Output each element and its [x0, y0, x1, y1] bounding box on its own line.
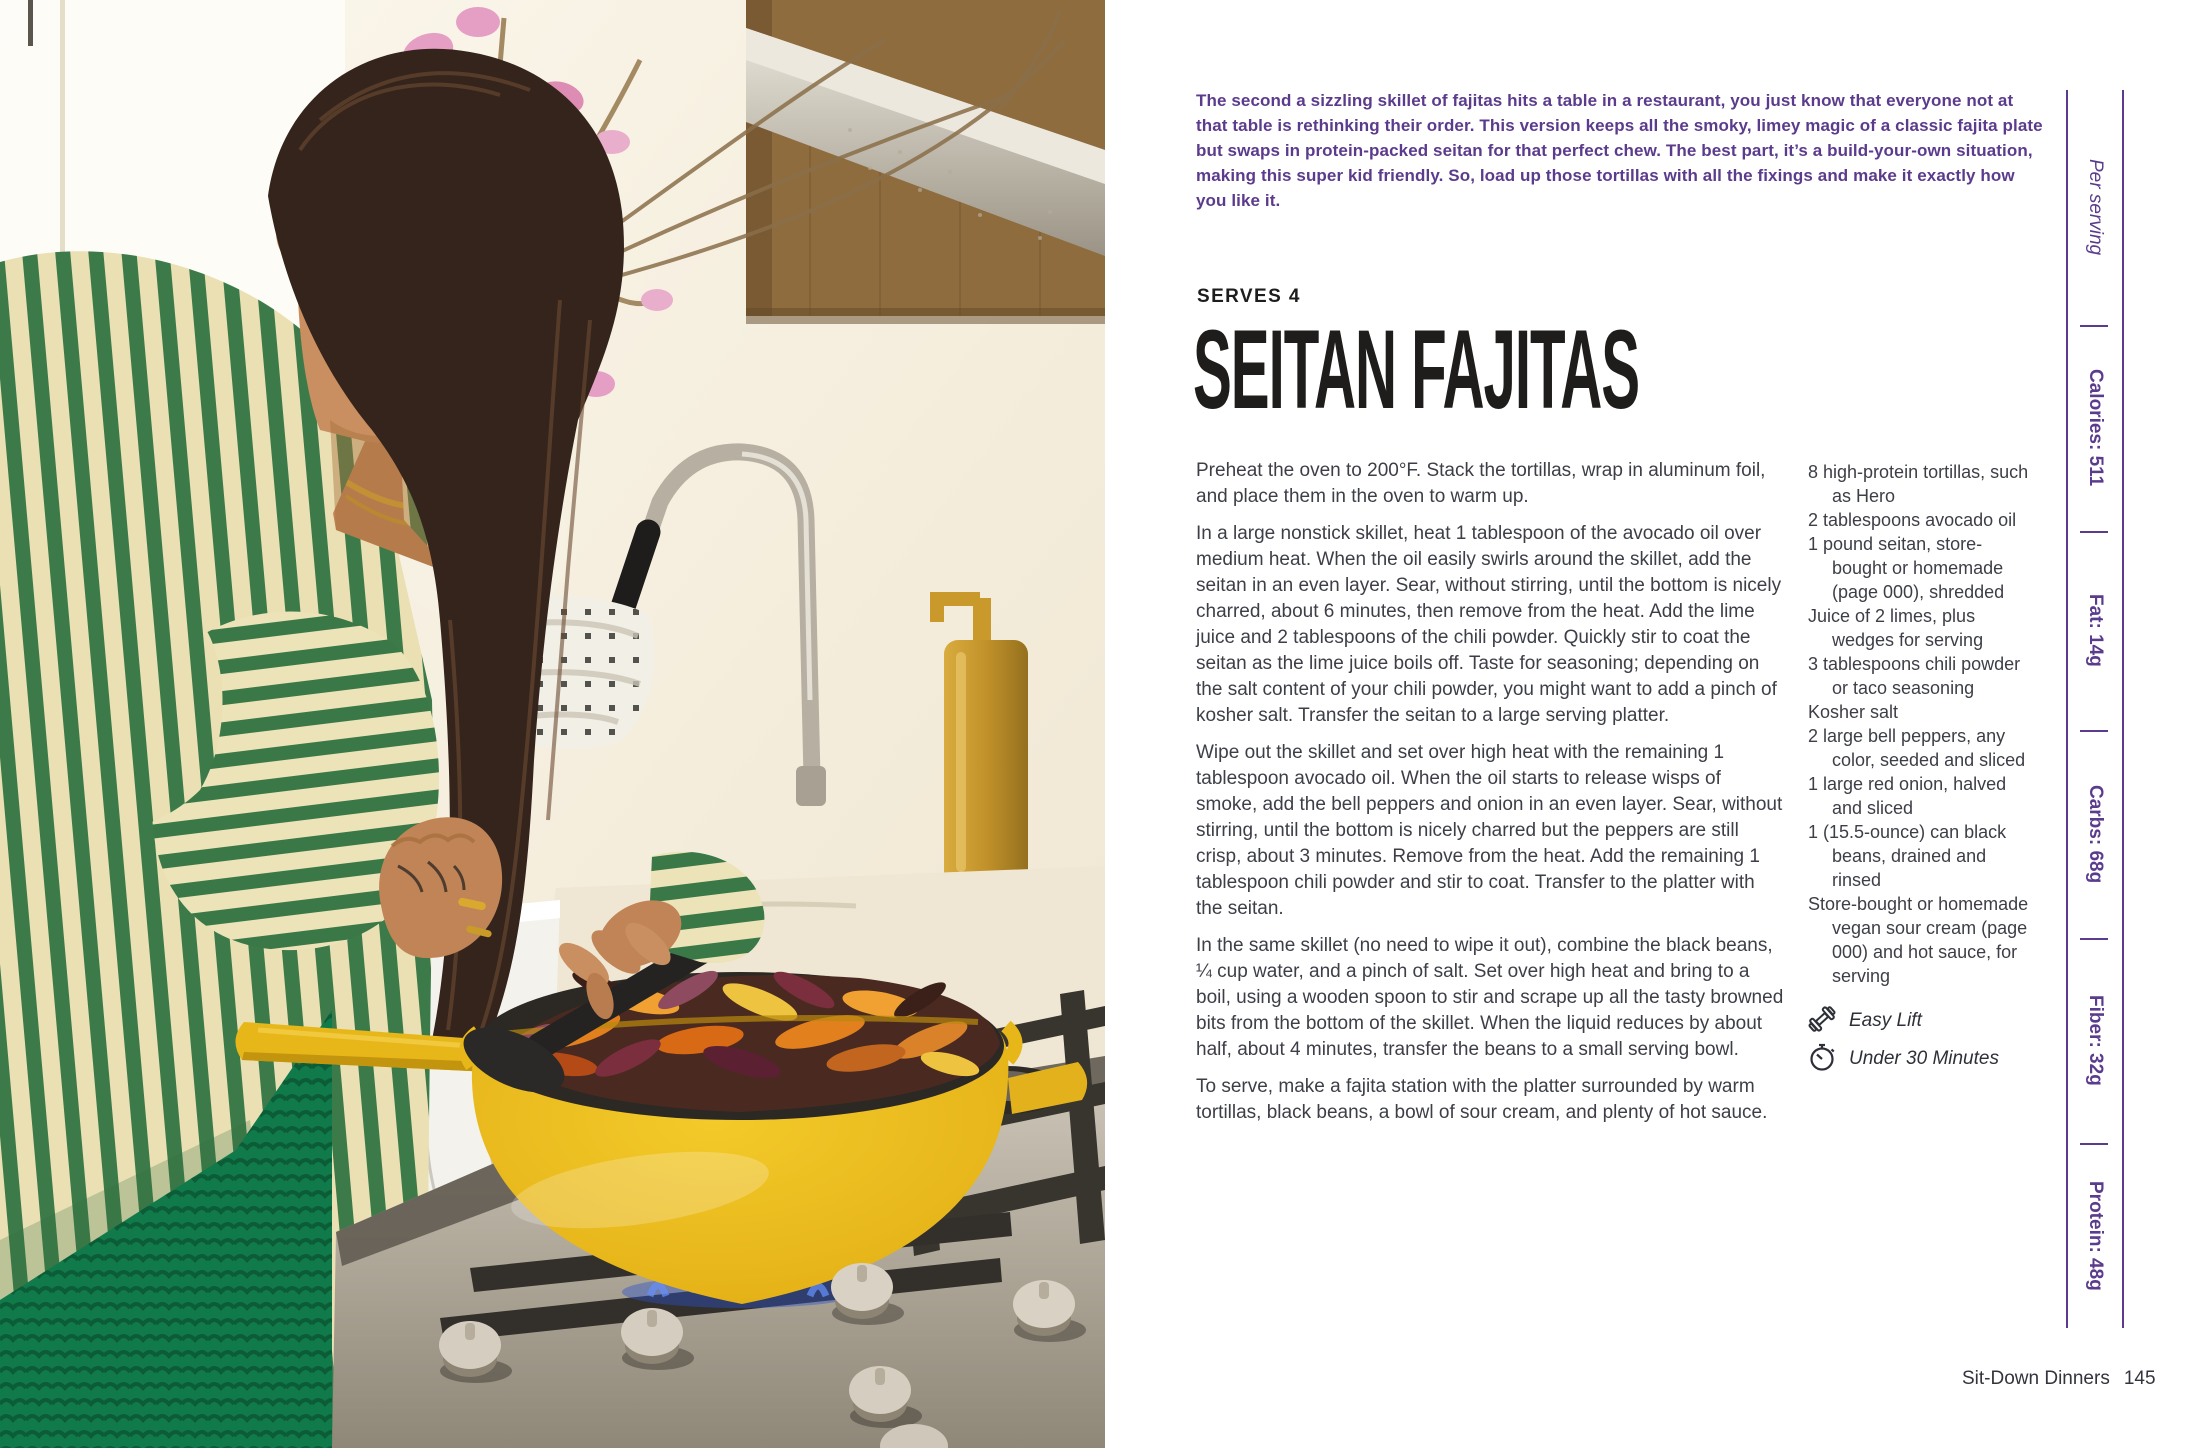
ingredient-item: 1 (15.5-ounce) can black beans, drained and rinsed — [1808, 822, 2007, 890]
ingredient-item: Kosher salt — [1808, 702, 1899, 722]
footer-page-number: 145 — [2123, 1368, 2156, 1389]
stopwatch-icon — [1806, 1041, 1838, 1078]
ingredient-item: 3 tablespoons chili powder or taco seasoning — [1808, 654, 2021, 698]
photo-woman-cooking-fajitas — [0, 0, 1105, 1448]
sidebar-carbs: Carbs: 68g — [2085, 784, 2106, 884]
under-30-minutes-badge — [1806, 1042, 1999, 1076]
under-30-minutes-label: Under 30 Minutes — [1849, 1048, 1999, 1069]
instruction-step: To serve, make a fajita station with the platter surrounded by warm tortillas, black beans, a bowl of sour cream, and plenty of hot sauce. — [1196, 1076, 1768, 1123]
ingredient-item: 2 tablespoons avocado oil — [1808, 510, 2017, 530]
recipe-instructions — [1196, 458, 1784, 1137]
sidebar-calories: Calories: 511 — [2085, 369, 2106, 487]
dumbbell-icon — [1806, 1003, 1838, 1040]
ingredient-item: 1 pound seitan, store-bought or homemade (page 000), shredded — [1808, 534, 2005, 602]
ingredient-list — [1808, 460, 2032, 988]
instruction-step: Wipe out the skillet and set over high heat with the remaining 1 tablespoon avocado oil. When the oil starts to release wisps of smoke, add the bell peppers and onion in an even layer. Sear, without stirring, until the bottom is nicely charred but the peppers are still crisp, about 3 minutes. Remove from the heat. Add the remaining 1 tablespoon chili powder and stir to coat. Transfer to the platter with the seitan. — [1196, 742, 1783, 919]
instruction-step: In the same skillet (no need to wipe it out), combine the black beans, ¼ cup water, and a pinch of salt. Set over high heat and bring to a boil, using a wooden spoon to stir and scrape up all the tasty browned bits from the bottom of the skillet. When the liquid reduces by about half, about 4 minutes, transfer the beans to a small serving bowl. — [1196, 935, 1784, 1060]
sidebar-fat: Fat: 14g — [2085, 594, 2106, 667]
instruction-step: Preheat the oven to 200°F. Stack the tortillas, wrap in aluminum foil, and place them in the oven to warm up. — [1196, 460, 1766, 507]
recipe-title: SEITAN FAJITAS — [1193, 307, 1640, 432]
sidebar-rule-right — [2122, 90, 2124, 1328]
recipe-intro: The second a sizzling skillet of fajitas hits a table in a restaurant, you just know that everyone not at that table is rethinking their order. This version keeps all the smoky, limey magic of a classic fajita plate but swaps in protein-packed seitan for that perfect chew. The best part, it’s a build-your-own situation, making this super kid friendly. So, load up those tortillas with all the fixings and make it exactly how you like it. — [1196, 91, 2043, 210]
ingredient-item: Store-bought or homemade vegan sour cream (page 000) and hot sauce, for serving — [1808, 894, 2029, 986]
wood-cabinet-and-hood — [746, 0, 1105, 324]
ingredient-item: 8 high-protein tortillas, such as Hero — [1808, 462, 2029, 506]
easy-lift-label: Easy Lift — [1849, 1010, 1922, 1031]
sidebar-protein: Protein: 48g — [2085, 1180, 2106, 1291]
page-footer — [1962, 1368, 2156, 1390]
instruction-step: In a large nonstick skillet, heat 1 tablespoon of the avocado oil over medium heat. When the oil easily swirls around the skillet, add the seitan in an even layer. Sear, without stirring, until the bottom is nicely charred, about 6 minutes, then remove from the heat. Add the lime juice and 2 tablespoons of the chili powder. Quickly stir to coat the seitan as the lime juice boils off. Taste for seasoning; depending on the salt content of your chili powder, you might want to add a pinch of kosher salt. Transfer the seitan to a large serving platter. — [1196, 523, 1782, 726]
serves-label: SERVES 4 — [1197, 286, 1301, 307]
easy-lift-badge — [1806, 1004, 1922, 1038]
footer-section: Sit-Down Dinners — [1962, 1368, 2110, 1389]
ingredient-item: 1 large red onion, halved and sliced — [1808, 774, 2007, 818]
sidebar-fiber: Fiber: 32g — [2085, 995, 2106, 1086]
ingredient-item: Juice of 2 limes, plus wedges for serving — [1808, 606, 1984, 650]
ingredient-item: 2 large bell peppers, any color, seeded and sliced — [1808, 726, 2026, 770]
sidebar-per-serving: Per serving — [2085, 159, 2106, 256]
